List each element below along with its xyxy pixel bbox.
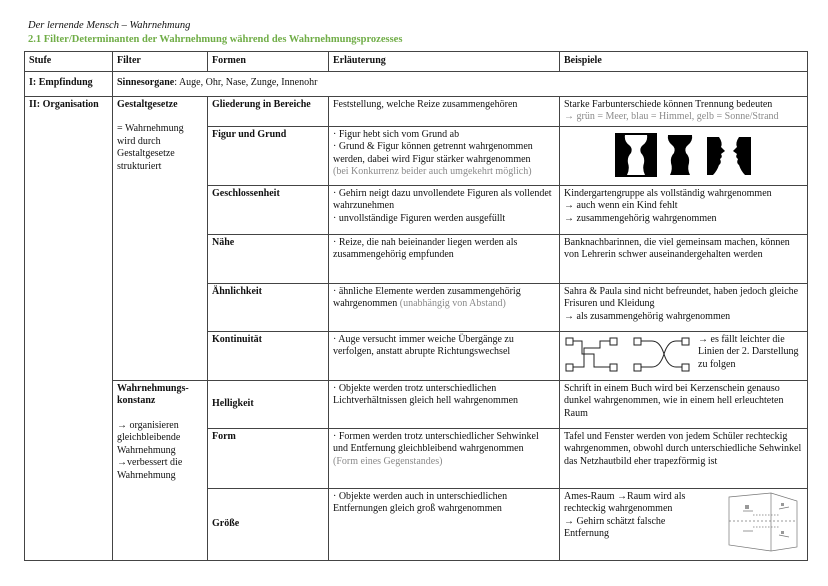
form-naehe: Nähe [208, 234, 329, 283]
bsp-geschlossenheit-1: Kindergartengruppe als vollständig wahrgenommen [564, 187, 772, 199]
col-header-filter: Filter [113, 52, 208, 72]
form-figur: Figur und Grund [208, 126, 329, 185]
bsp-aehnlichkeit [560, 283, 808, 331]
erl-groesse: · Objekte werden auch in unterschiedlichen Entfernungen gleich groß wahrgenommen [329, 488, 560, 560]
bsp-groesse-2: → Gehirn schätzt falsche Entfernung [564, 515, 666, 539]
stufe-empfindung: I: Empfindung [25, 71, 113, 96]
bsp-helligkeit: Schrift in einem Buch wird bei Kerzenschein genauso dunkel wahrgenommen, wie in einem hell erleuchteten Raum [560, 380, 808, 428]
form-gliederung: Gliederung in Bereiche [208, 96, 329, 126]
document-title: Der lernende Mensch – Wahrnehmung [28, 20, 191, 31]
bsp-geschlossenheit-2: → auch wenn ein Kind fehlt [564, 200, 678, 211]
erl-kontinuitaet: · Auge versucht immer weiche Übergänge zu verfolgen, anstatt abrupte Richtungswechsel [329, 331, 560, 380]
bsp-geschlossenheit [560, 185, 808, 234]
bsp-aehnlichkeit-1: Sahra & Paula sind nicht befreundet, haben jedoch gleiche Frisuren und Kleidung [564, 285, 799, 309]
continuity-diagram-icon [564, 334, 692, 376]
erl-geschlossenheit-2: · unvollständige Figuren werden ausgefüllt [333, 212, 506, 224]
determinants-table [24, 51, 808, 561]
erl-form-1: · Formen werden trotz unterschiedlicher Sehwinkel und Entfernung gleichbleibend wahrgenommen [333, 430, 539, 454]
erl-aehnlichkeit-2: (unabhängig von Abstand) [399, 298, 506, 309]
bsp-figur [560, 126, 808, 185]
konstanz-title-2: konstanz [117, 395, 156, 406]
bsp-groesse-1: Ames-Raum →Raum wird als rechteckig wahrgenommen [564, 490, 686, 514]
konstanz-desc-1: → organisieren gleichbleibende Wahrnehmung [117, 419, 181, 456]
bsp-gliederung-1: Starke Farbunterschiede können Trennung bedeuten [564, 98, 773, 110]
erl-gliederung: Feststellung, welche Reize zusammengehören [329, 96, 560, 126]
face-vase-illusion-icon [615, 133, 753, 177]
table-row-empfindung [25, 71, 808, 96]
col-header-stufe: Stufe [25, 52, 113, 72]
bsp-gliederung-2: → grün = Meer, blau = Himmel, gelb = Sonne/Strand [564, 111, 779, 122]
bsp-groesse [560, 488, 808, 560]
col-header-beispiele: Beispiele [560, 52, 808, 72]
table-row-gliederung [25, 96, 808, 126]
erl-helligkeit: · Objekte werden trotz unterschiedlichen Lichtverhältnissen gleich hell wahrgenommen [329, 380, 560, 428]
bsp-gliederung [560, 96, 808, 126]
bsp-geschlossenheit-3: → zusammengehörig wahrgenommen [564, 212, 717, 224]
bsp-kontinuitaet [560, 331, 808, 380]
form-form: Form [208, 428, 329, 488]
erl-aehnlichkeit [329, 283, 560, 331]
sinnesorgane-list: : Auge, Ohr, Nase, Zunge, Innenohr [174, 77, 318, 89]
col-header-formen: Formen [208, 52, 329, 72]
ames-room-sketch-icon [723, 491, 803, 553]
erl-figur-2: · Grund & Figur können getrennt wahrgenommen werden, dabei wird Figur stärker wahrgenommen [333, 141, 533, 165]
erl-figur [329, 126, 560, 185]
form-kontinuitaet: Kontinuität [208, 331, 329, 380]
konstanz-title-1: Wahrnehmungs- [117, 382, 189, 394]
erl-naehe: · Reize, die nah beieinander liegen werden als zusammengehörig empfunden [329, 234, 560, 283]
sinnesorgane-label: Sinnesorgane [117, 77, 175, 89]
filter-wahrnehmungskonstanz [113, 380, 208, 560]
erl-form [329, 428, 560, 488]
filter-gestaltgesetze [113, 96, 208, 380]
bsp-aehnlichkeit-2: → als zusammengehörig wahrgenommen [564, 310, 731, 322]
konstanz-desc-2: →verbessert die Wahrnehmung [117, 457, 183, 481]
section-title: 2.1 Filter/Determinanten der Wahrnehmung während des Wahrnehmungsprozesses [28, 34, 403, 45]
col-header-erlaeuterung: Erläuterung [329, 52, 560, 72]
table-header-row [25, 52, 808, 72]
gestaltgesetze-title: Gestaltgesetze [117, 98, 178, 110]
form-geschlossenheit: Geschlossenheit [208, 185, 329, 234]
bsp-form: Tafel und Fenster werden von jedem Schüler rechteckig wahrgenommen, obwohl durch unterschiedliche Sehwinkel das Netzhautbild eher trapezförmig ist [560, 428, 808, 488]
table-row-helligkeit [25, 380, 808, 428]
gestaltgesetze-desc: = Wahrnehmung wird durch Gestaltgesetze strukturiert [117, 123, 184, 172]
form-groesse: Größe [208, 488, 329, 560]
bsp-naehe: Banknachbarinnen, die viel gemeinsam machen, können von Lehrerin schwer auseinandergehalten werden [560, 234, 808, 283]
erl-geschlossenheit [329, 185, 560, 234]
bsp-kontinuitaet-text: → es fällt leichter die Linien der 2. Darstellung zu folgen [698, 333, 799, 370]
erl-aehnlichkeit-1: · ähnliche Elemente werden zusammengehörig wahrgenommen [333, 285, 521, 309]
erl-figur-3: (bei Konkurrenz beider auch umgekehrt möglich) [333, 166, 532, 177]
erl-form-2: (Form eines Gegenstandes) [333, 455, 443, 467]
filter-sinnesorgane [113, 71, 808, 96]
erl-geschlossenheit-1: · Gehirn neigt dazu unvollendete Figuren als vollendet wahrzunehmen [333, 187, 552, 211]
stufe-organisation: II: Organisation [25, 96, 113, 560]
form-helligkeit: Helligkeit [208, 380, 329, 428]
form-aehnlichkeit: Ähnlichkeit [208, 283, 329, 331]
erl-figur-1: · Figur hebt sich vom Grund ab [333, 128, 460, 140]
